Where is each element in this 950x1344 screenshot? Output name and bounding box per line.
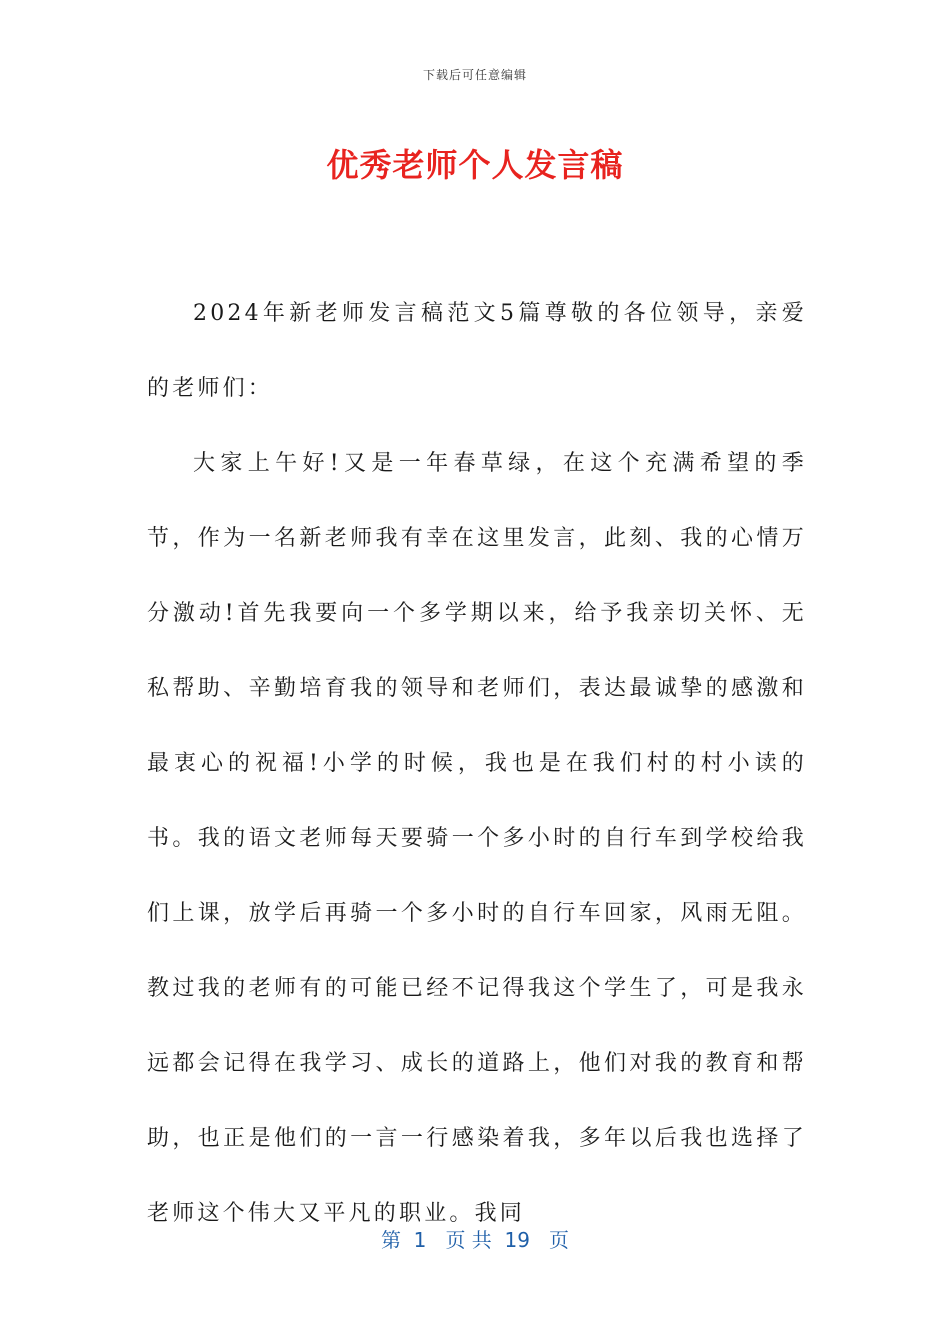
page-number: 第 1 页 共 19 页: [380, 1228, 570, 1252]
paragraph-greeting: 2024年新老师发言稿范文5篇尊敬的各位领导，亲爱的老师们：: [147, 301, 807, 401]
header-note: 下载后可任意编辑: [422, 68, 527, 82]
document-title: 优秀老师个人发言稿: [326, 146, 624, 184]
paragraph-main: 大家上午好!又是一年春草绿，在这个充满希望的季节，作为一名新老师我有幸在这里发言，此刻、我的心情万分激动!首先我要向一个多学期以来，给予我亲切关怀、无私帮助、辛勤培育我的领导和老师们，表达最诚挚的感激和最衷心的祝福!小学的时候，我也是在我们村的村小读的书。我的语文老师每天要骑一个多小时的自行车到学校给我们上课，放学后再骑一个多小时的自行车回家，风雨无阻。教过我的老师有的可能已经不记得我这个学生了，可是我永远都会记得在我学习、成长的道路上，他们对我的教育和帮助，也正是他们的一言一行感染着我，多年以后我也选择了老师这个伟大又平凡的职业。我同: [147, 451, 807, 1226]
document-body: [147, 276, 807, 1251]
